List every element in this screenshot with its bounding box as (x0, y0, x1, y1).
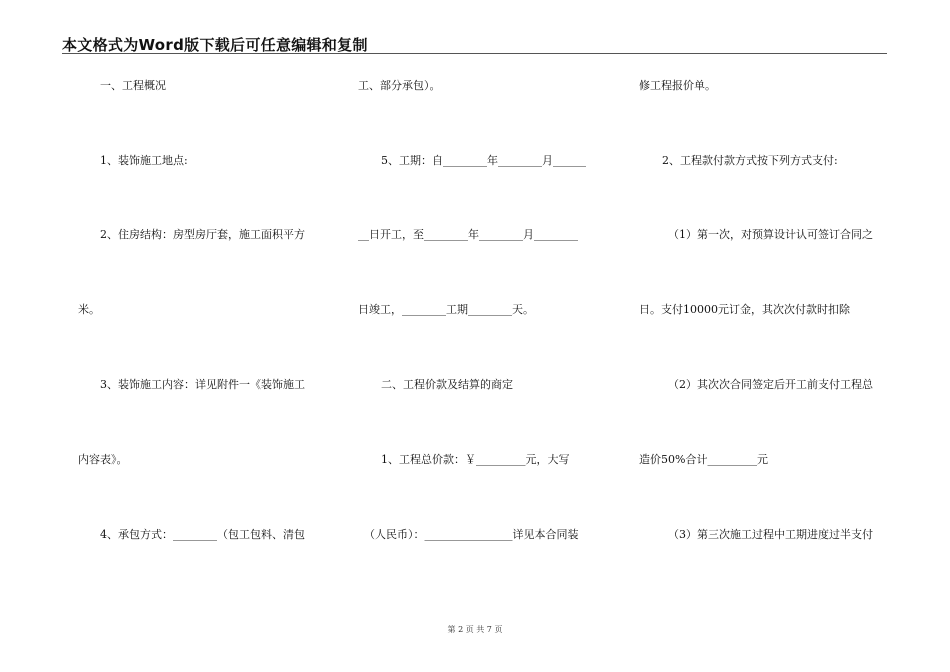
text-line: 内容表》。 (78, 453, 128, 466)
text-line: 一、工程概况 (100, 79, 166, 92)
text-line: 修工程报价单。 (639, 79, 716, 92)
text-line: 1、装饰施工地点: (100, 154, 188, 167)
header-divider (62, 53, 887, 54)
text-line: 4、承包方式：________（包工包料、清包 (100, 528, 305, 541)
text-line: 2、工程款付款方式按下列方式支付: (662, 154, 838, 167)
text-line: 二、工程价款及结算的商定 (381, 378, 513, 391)
text-line: （2）其次次合同签定后开工前支付工程总 (668, 378, 873, 391)
page-header-title: 本文格式为Word版下载后可任意编辑和复制 (62, 36, 368, 54)
text-line: 工、部分承包）。 (358, 79, 441, 92)
text-line: 米。 (78, 303, 100, 316)
page-number-footer: 第 2 页 共 7 页 (447, 625, 503, 634)
text-line: 日。支付10000元订金，其次次付款时扣除 (639, 303, 850, 316)
text-line: 5、工期：自________年________月______ (381, 154, 586, 167)
text-line: __日开工，至________年________月________ (358, 228, 578, 241)
text-line: 日竣工，________工期________天。 (358, 303, 534, 316)
text-line: 3、装饰施工内容：详见附件一《装饰施工 (100, 378, 305, 391)
text-line: 1、工程总价款：￥_________元，大写 (381, 453, 570, 466)
text-line: （人民币）：________________详见本合同装 (364, 528, 579, 541)
text-line: （1）第一次，对预算设计认可签订合同之 (668, 228, 873, 241)
text-line: 2、住房结构：房型房厅套，施工面积平方 (100, 228, 305, 241)
text-line: 造价50%合计_________元 (639, 453, 768, 466)
text-line: （3）第三次施工过程中工期进度过半支付 (668, 528, 873, 541)
